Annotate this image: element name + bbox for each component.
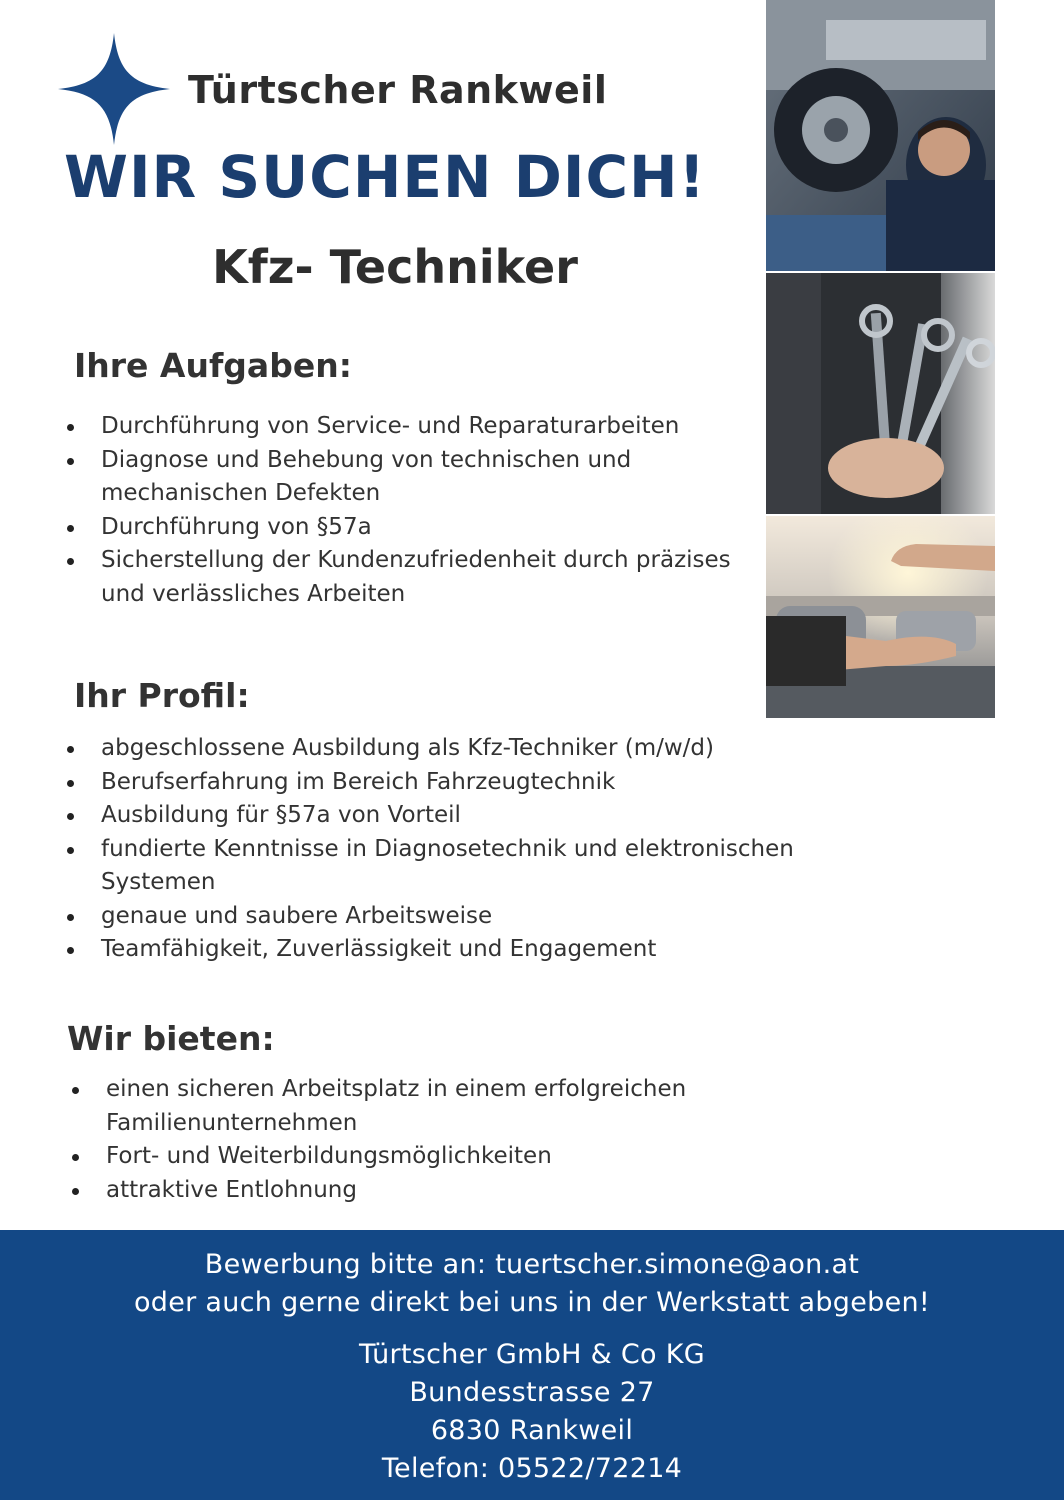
photo-wrenches <box>766 273 995 514</box>
list-item: einen sicheren Arbeitsplatz in einem erfolgreichen Familienunternehmen <box>72 1073 762 1140</box>
profile-list <box>67 732 867 967</box>
list-item: Fort- und Weiterbildungsmöglichkeiten <box>72 1140 762 1174</box>
list-item: abgeschlossene Ausbildung als Kfz-Techniker (m/w/d) <box>67 732 867 766</box>
apply-email-line[interactable]: Bewerbung bitte an: tuertscher.simone@aon.at <box>204 1249 860 1280</box>
offer-title: Wir bieten: <box>67 1019 275 1058</box>
list-item: Berufserfahrung im Bereich Fahrzeugtechnik <box>67 766 867 800</box>
photo-mechanic-under-car <box>766 0 995 271</box>
tasks-list <box>67 410 757 611</box>
list-item: Sicherstellung der Kundenzufriedenheit durch präzises und verlässliches Arbeiten <box>67 544 757 611</box>
photo-key-handover <box>766 516 995 718</box>
list-item: Diagnose und Behebung von technischen und mechanischen Defekten <box>67 444 757 511</box>
contact-footer <box>0 1230 1064 1500</box>
logo-star-icon <box>58 33 170 145</box>
company-name: Türtscher Rankweil <box>188 68 608 112</box>
list-item: fundierte Kenntnisse in Diagnosetechnik und elektronischen Systemen <box>67 833 867 900</box>
list-item: Teamfähigkeit, Zuverlässigkeit und Engagement <box>67 933 867 967</box>
list-item: attraktive Entlohnung <box>72 1174 762 1208</box>
dropoff-line: oder auch gerne direkt bei uns in der Werkstatt abgeben! <box>133 1287 931 1318</box>
job-title: Kfz- Techniker <box>212 240 578 294</box>
list-item: Durchführung von §57a <box>67 511 757 545</box>
address-city: 6830 Rankweil <box>430 1415 634 1446</box>
address-company: Türtscher GmbH & Co KG <box>359 1339 705 1370</box>
offer-list <box>72 1073 762 1207</box>
profile-title: Ihr Profil: <box>74 676 250 715</box>
address-street: Bundesstrasse 27 <box>409 1377 655 1408</box>
tasks-title: Ihre Aufgaben: <box>74 346 352 385</box>
phone-number[interactable]: Telefon: 05522/72214 <box>381 1453 683 1484</box>
headline: WIR SUCHEN DICH! <box>63 143 707 211</box>
list-item: Durchführung von Service- und Reparaturarbeiten <box>67 410 757 444</box>
list-item: Ausbildung für §57a von Vorteil <box>67 799 867 833</box>
list-item: genaue und saubere Arbeitsweise <box>67 900 867 934</box>
